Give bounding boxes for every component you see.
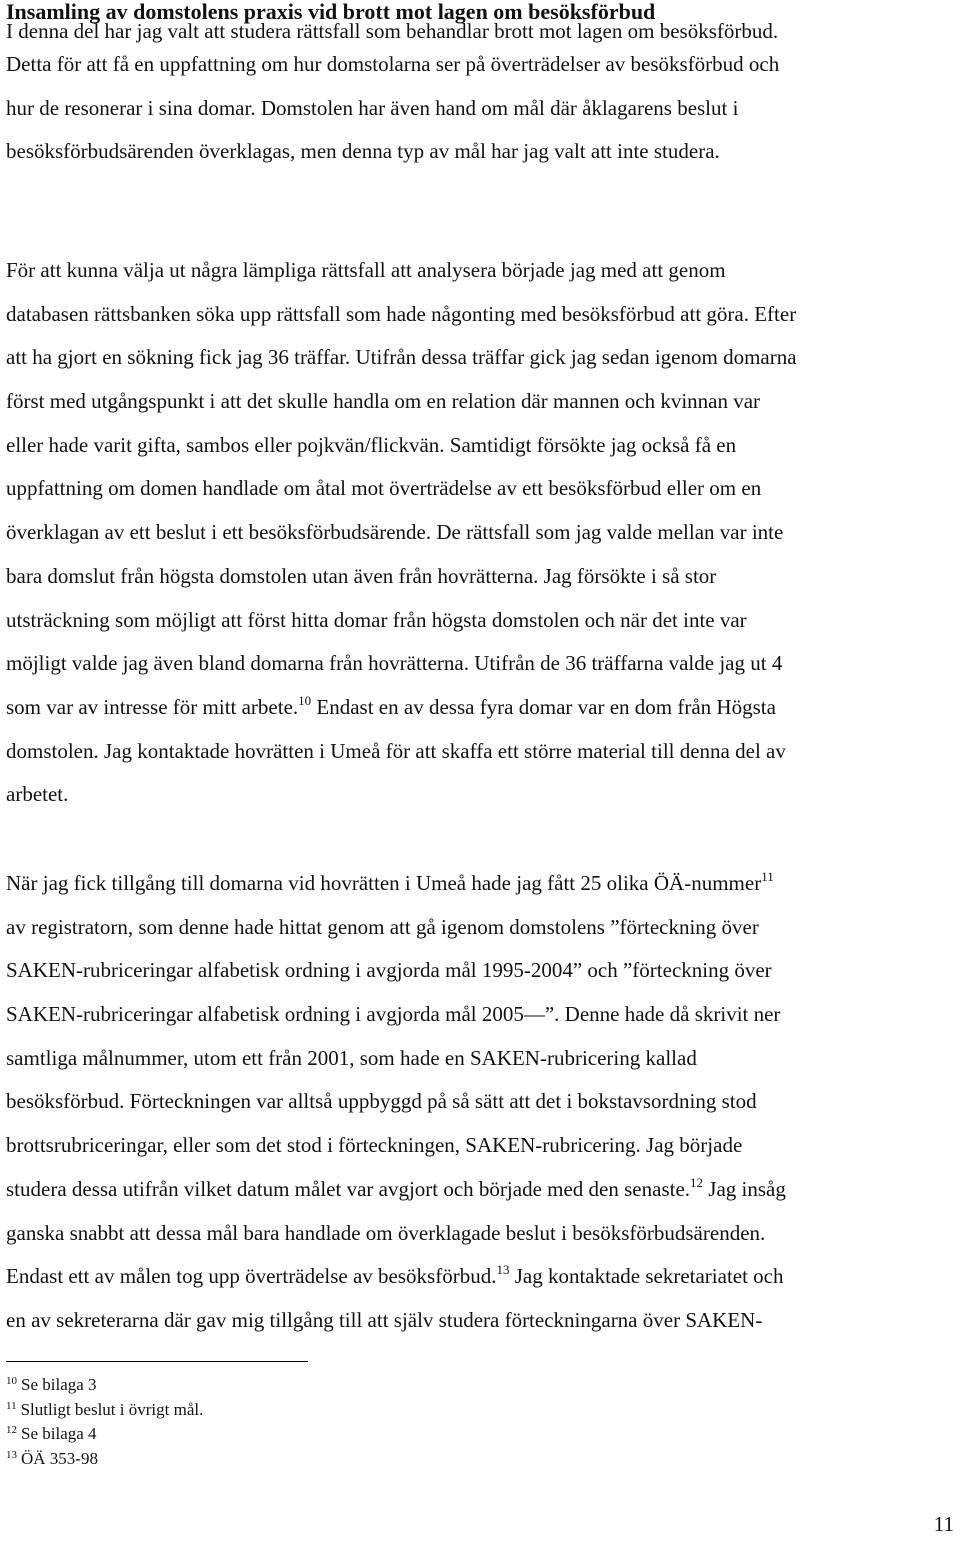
text-segment: samtliga målnummer, utom ett från 2001, som hade en SAKEN-rubricering kallad (6, 1045, 697, 1070)
text-line (6, 467, 960, 511)
text-segment: Endast en av dessa fyra domar var en dom från Högsta (311, 694, 776, 719)
text-segment: först med utgångspunkt i att det skulle handla om en relation där mannen och kvinnan var (6, 389, 761, 414)
text-line (6, 249, 960, 293)
footnote-item (6, 1422, 203, 1447)
footnote-text: ÖÄ 353-98 (21, 1448, 98, 1468)
text-line (6, 730, 960, 774)
text-segment: hur de resonerar i sina domar. Domstolen har även hand om mål där åklagarens beslut i (6, 95, 739, 120)
footnote-text: Se bilaga 4 (21, 1424, 97, 1443)
footnote-item (6, 1373, 203, 1398)
text-line (6, 1299, 960, 1343)
text-segment: SAKEN-rubriceringar alfabetisk ordning i avgjorda mål 1995-2004” och ”förteckning över (6, 958, 772, 983)
text-segment: domstolen. Jag kontaktade hovrätten i Umeå för att skaffa ett större material till denna del av (6, 738, 786, 763)
text-segment: utsträckning som möjligt att först hitta domar från högsta domstolen och när det inte var (6, 607, 747, 632)
paragraph-1 (6, 19, 960, 174)
text-segment: brottsrubriceringar, eller som det stod i förteckningen, SAKEN-rubricering. Jag började (6, 1133, 743, 1158)
text-segment: av registratorn, som denne hade hittat genom att gå igenom domstolens ”förteckning över (6, 914, 759, 939)
text-line (6, 1212, 960, 1256)
text-segment: som var av intresse för mitt arbete. (6, 694, 299, 719)
section-heading: Insamling av domstolens praxis vid brott mot lagen om besöksförbud (6, 0, 656, 24)
text-line (6, 1080, 960, 1124)
text-line (6, 642, 960, 686)
text-segment: Jag insåg (703, 1176, 786, 1201)
text-line (6, 686, 960, 730)
text-line (6, 336, 960, 380)
footnote-separator (6, 1361, 308, 1362)
text-segment: databasen rättsbanken söka upp rättsfall som hade någonting med besöksförbud att göra. Efter (6, 301, 797, 326)
text-segment: När jag fick tillgång till domarna vid hovrätten i Umeå hade jag fått 25 olika ÖÄ-nummer (6, 871, 762, 895)
footnote-text: Slutligt beslut i övrigt mål. (20, 1399, 204, 1419)
footnote-reference[interactable]: 12 (690, 1174, 704, 1190)
text-segment: möjligt valde jag även bland domarna från hovrätterna. Utifrån de 36 träffarna valde jag ut 4 (6, 651, 783, 676)
page-number: 11 (933, 1512, 954, 1536)
footnote-reference[interactable]: 10 (298, 692, 312, 708)
text-segment: Jag kontaktade sekretariatet och (509, 1264, 784, 1289)
text-line (6, 19, 960, 43)
text-segment: besöksförbudsärenden överklagas, men denna typ av mål har jag valt att inte studera. (6, 139, 720, 164)
text-segment: att ha gjort en sökning fick jag 36 träffar. Utifrån dessa träffar gick jag sedan igenom domarna (6, 345, 797, 370)
text-segment: Detta för att få en uppfattning om hur domstolarna ser på överträdelser av besöksförbud och (6, 52, 780, 76)
footnote-text: Se bilaga 3 (21, 1375, 97, 1394)
text-segment: För att kunna välja ut några lämpliga rättsfall att analysera började jag med att genom (6, 258, 726, 282)
footnote-number: 12 (6, 1424, 17, 1436)
footnote-item (6, 1398, 203, 1423)
text-line (6, 87, 960, 131)
text-line (6, 1037, 960, 1081)
text-line (6, 1168, 960, 1212)
footnote-number: 11 (6, 1399, 17, 1412)
footnote-number: 13 (6, 1448, 17, 1461)
text-line (6, 511, 960, 555)
text-segment: arbetet. (6, 782, 69, 807)
text-segment: överklagan av ett beslut i ett besöksförbudsärende. De rättsfall som jag valde mellan var inte (6, 520, 784, 545)
text-line (6, 424, 960, 468)
text-line (6, 773, 960, 817)
text-line (6, 1255, 960, 1299)
text-segment: SAKEN-rubriceringar alfabetisk ordning i avgjorda mål 2005—”. Denne hade då skrivit ner (6, 1002, 781, 1027)
text-segment: besöksförbud. Förteckningen var alltså uppbyggd på så sätt att det i bokstavsordning stod (6, 1089, 757, 1114)
text-segment: I denna del har jag valt att studera rättsfall som behandlar brott mot lagen om besöksförbud. (6, 19, 779, 43)
text-segment: uppfattning om domen handlade om åtal mot överträdelse av ett besöksförbud eller om en (6, 476, 762, 501)
footnote-number: 10 (6, 1375, 17, 1387)
text-line (6, 555, 960, 599)
text-line (6, 43, 960, 87)
text-line (6, 380, 960, 424)
text-segment: ganska snabbt att dessa mål bara handlade om överklagade beslut i besöksförbudsärenden. (6, 1220, 766, 1245)
text-line (6, 1124, 960, 1168)
text-line (6, 293, 960, 337)
footnote-reference[interactable]: 11 (761, 869, 774, 884)
text-line (6, 130, 960, 174)
text-segment: en av sekreterarna där gav mig tillgång till att själv studera förteckningarna över SAKEN- (6, 1307, 763, 1332)
text-line (6, 599, 960, 643)
text-line (6, 906, 960, 950)
paragraph-2 (6, 249, 960, 817)
text-line (6, 862, 960, 906)
text-segment: eller hade varit gifta, sambos eller pojkvän/flickvän. Samtidigt försökte jag också få en (6, 432, 737, 457)
footnote-item (6, 1447, 203, 1472)
paragraph-3 (6, 862, 960, 1343)
footnote-reference[interactable]: 13 (496, 1262, 510, 1278)
text-line (6, 949, 960, 993)
text-segment: studera dessa utifrån vilket datum målet var avgjort och började med den senaste. (6, 1176, 691, 1201)
text-segment: Endast ett av målen tog upp överträdelse av besöksförbud. (6, 1264, 497, 1289)
footnotes (6, 1373, 203, 1471)
text-segment: bara domslut från högsta domstolen utan även från hovrätterna. Jag försökte i så stor (6, 563, 717, 588)
text-line (6, 993, 960, 1037)
